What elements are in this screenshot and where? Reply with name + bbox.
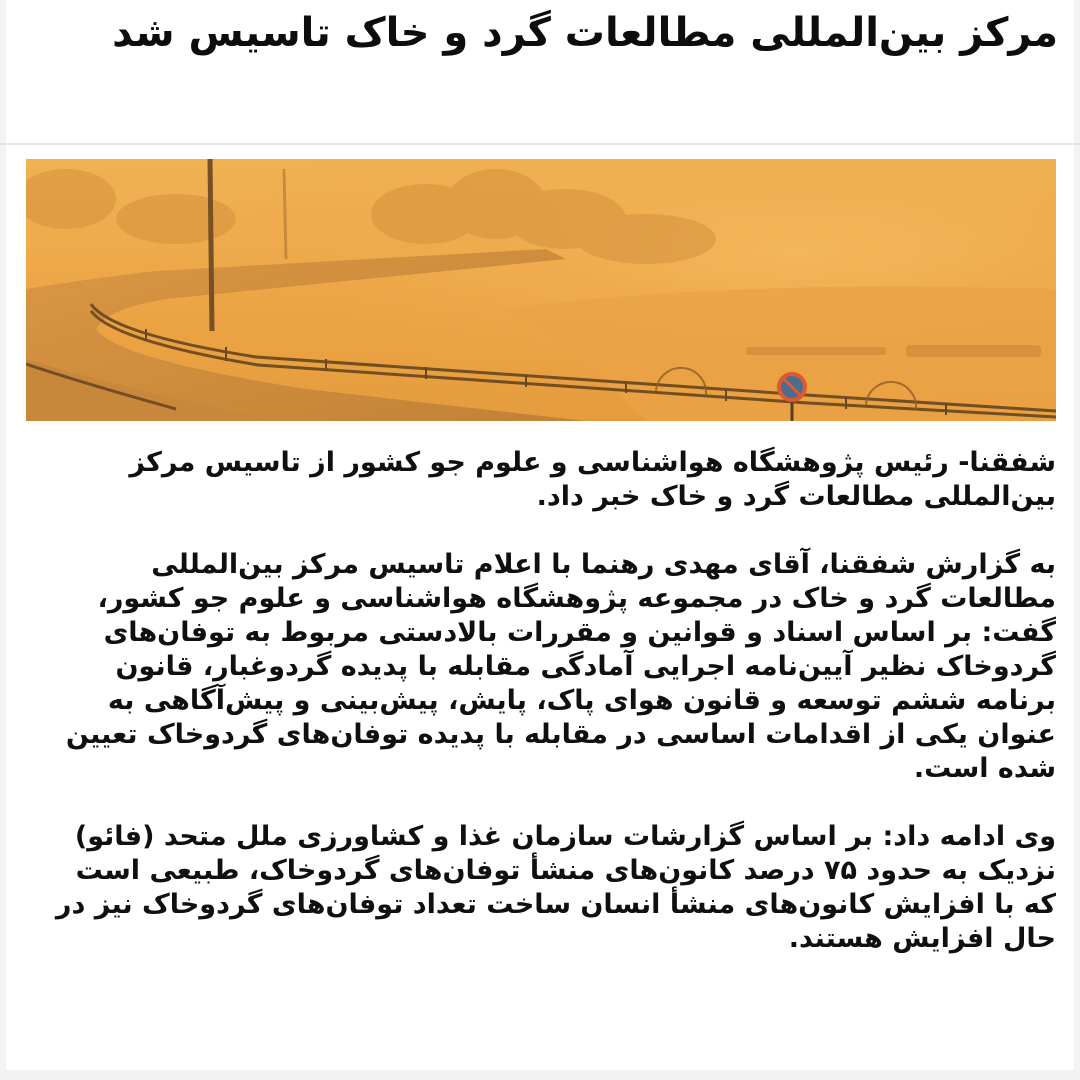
- article-hero-image: [26, 159, 1056, 421]
- article-paragraph-lead: شفقنا- رئیس پژوهشگاه هواشناسی و علوم جو کشور از تاسیس مرکز بین‌المللی مطالعات گرد و خاک خبر داد.: [129, 447, 1056, 512]
- article-body: [36, 446, 1056, 990]
- dust-storm-photo: [26, 159, 1056, 421]
- bottom-edge: [0, 1070, 1080, 1080]
- article-title: مرکز بین‌المللی مطالعات گرد و خاک تاسیس شد: [112, 10, 1058, 56]
- left-edge: [0, 0, 6, 1080]
- article-paragraph: به گزارش شفقنا، آقای مهدی رهنما با اعلام تاسیس مرکز بین‌المللی مطالعات گرد و خاک در مجموعه پژوهشگاه هواشناسی و علوم جو کشور، گفت: بر اساس اسناد و قوانین و مقررات بالادستی مربوط به توفان‌های گردوخاک نظیر آیین‌نامه اجرایی آمادگی مقابله با پدیده گردوغبار، قانون برنامه ششم توسعه و قانون هوای پاک، پایش، پیش‌بینی و پیش‌آگاهی به عنوان یکی از اقدامات اساسی در مقابله با پدیده توفان‌های گردوخاک تعیین شده است.: [65, 549, 1056, 784]
- article-paragraph: وی ادامه داد: بر اساس گزارشات سازمان غذا و کشاورزی ملل متحد (فائو) نزدیک به حدود ۷۵ درصد کانون‌های منشأ توفان‌های گردوخاک، طبیعی است که با افزایش کانون‌های منشأ انسان ساخت تعداد توفان‌های گردوخاک نیز در حال افزایش هستند.: [55, 821, 1056, 954]
- title-divider: [0, 143, 1080, 145]
- right-edge: [1074, 0, 1080, 1080]
